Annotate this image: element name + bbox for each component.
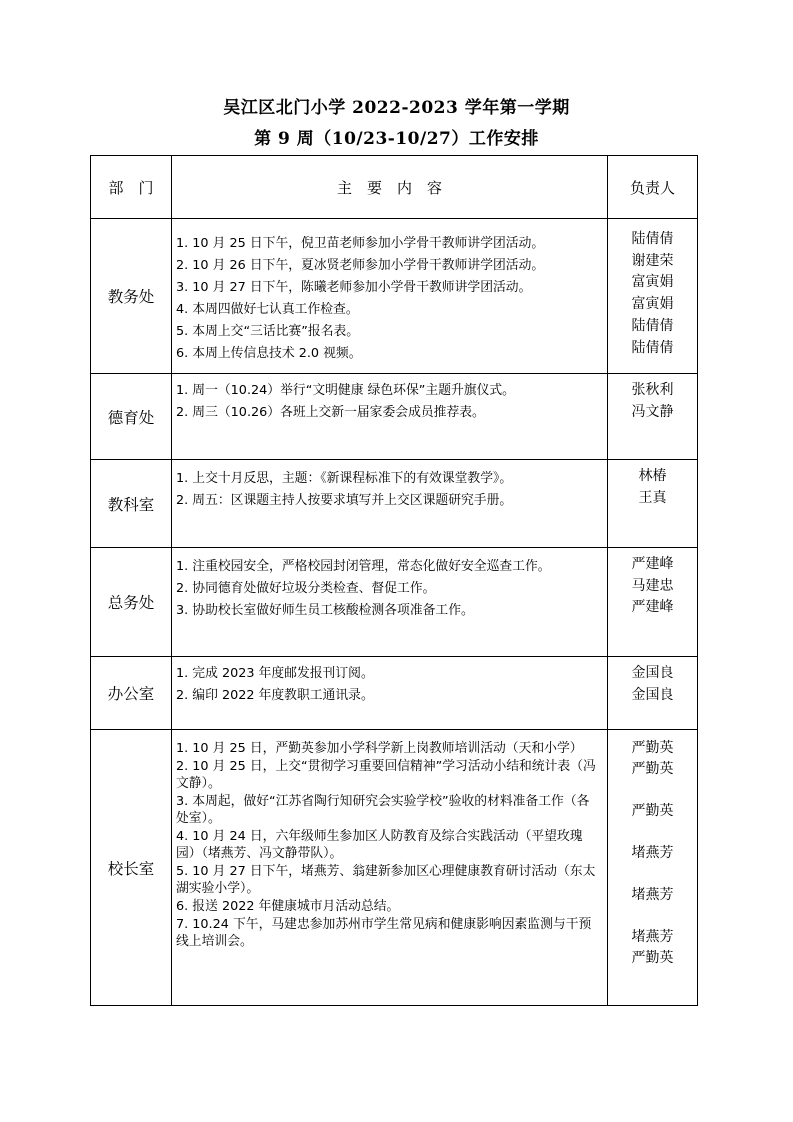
task-item: 1. 周一（10.24）举行“文明健康 绿色环保”主题升旗仪式。: [176, 383, 515, 398]
task-item: 5. 本周上交“三话比赛”报名表。: [176, 324, 360, 339]
person-name: 陆倩倩: [631, 317, 674, 334]
person-name: 陆倩倩: [631, 339, 674, 356]
task-item: 4. 10 月 24 日，六年级师生参加区人防教育及综合实践活动（平望玫瑰园）（堵燕芳、冯文静带队）。: [176, 829, 583, 861]
person-cell: [608, 730, 698, 1006]
person-name: 陆倩倩: [631, 231, 674, 247]
person-name: 堵燕芳: [631, 887, 674, 903]
table-row-deyu: [91, 374, 698, 460]
task-item: 1. 注重校园安全，严格校园封闭管理，常态化做好安全巡查工作。: [176, 559, 551, 574]
task-item: 4. 本周四做好七认真工作检查。: [176, 302, 359, 317]
tasks-cell: [172, 460, 608, 548]
person-cell: [608, 657, 698, 730]
table-row-zongwu: [91, 548, 698, 657]
person-name: 严建峰: [631, 556, 674, 572]
person-name: 林椿: [638, 468, 667, 484]
table-row-jiaowu: [91, 219, 698, 374]
task-item: 2. 编印 2022 年度教职工通讯录。: [176, 688, 374, 703]
tasks-cell: [172, 657, 608, 730]
dept-cell: 校长室: [91, 730, 172, 1006]
person-name: 马建忠: [631, 577, 674, 594]
person-cell: [608, 219, 698, 374]
person-cell: [608, 548, 698, 657]
task-item: 6. 报送 2022 年健康城市月活动总结。: [176, 899, 400, 914]
person-name: 堵燕芳: [631, 845, 674, 861]
dept-cell: 教务处: [91, 219, 172, 374]
person-name: 冯文静: [631, 403, 674, 420]
tasks-cell: [172, 548, 608, 657]
person-name: 王真: [638, 489, 667, 506]
task-item: 1. 完成 2023 年度邮发报刊订阅。: [176, 666, 374, 681]
person-name: 严建峰: [631, 599, 674, 616]
person-name: 严勤英: [631, 803, 674, 819]
tasks-cell: [172, 730, 608, 1006]
task-item: 2. 10 月 26 日下午，夏冰贤老师参加小学骨干教师讲学团活动。: [176, 258, 545, 273]
table-header-row: [91, 156, 698, 219]
task-item: 2. 协同德育处做好垃圾分类检查、督促工作。: [176, 581, 436, 596]
person-name: 严勤英: [631, 950, 674, 966]
task-item: 7. 10.24 下午，马建忠参加苏州市学生常见病和健康影响因素监测与干预线上培训会。: [176, 917, 592, 949]
task-item: 1. 10 月 25 日下午，倪卫苗老师参加小学骨干教师讲学团活动。: [176, 236, 545, 251]
dept-cell: 教科室: [91, 460, 172, 548]
dept-cell: 总务处: [91, 548, 172, 657]
person-name: 张秋利: [631, 382, 674, 398]
dept-cell: 办公室: [91, 657, 172, 730]
person-name: 富寅娟: [631, 296, 674, 313]
person-cell: [608, 374, 698, 460]
task-item: 1. 上交十月反思，主题：《新课程标准下的有效课堂教学》。: [176, 471, 513, 486]
table-row-xiaozhang: [91, 730, 698, 1006]
person-name: [608, 908, 697, 929]
person-name: 金国良: [631, 686, 674, 703]
task-item: 2. 10 月 25 日，上交“贯彻学习重要回信精神”学习活动小结和统计表（冯文静）。: [176, 759, 596, 791]
document-subtitle: 第 9 周（10/23-10/27）工作安排: [254, 129, 539, 149]
person-name: 谢建荣: [631, 252, 674, 269]
header-person: 负责人: [608, 156, 698, 219]
person-name: [608, 824, 697, 845]
person-name: 严勤英: [631, 740, 674, 756]
table-row-jiaoke: [91, 460, 698, 548]
person-name: 堵燕芳: [631, 929, 674, 945]
person-name: 富寅娟: [631, 274, 674, 291]
header-dept: 部 门: [91, 156, 172, 219]
task-item: 2. 周五：区课题主持人按要求填写并上交区课题研究手册。: [176, 493, 513, 508]
task-item: 3. 本周起，做好“江苏省陶行知研究会实验学校”验收的材料准备工作（各处室）。: [176, 794, 590, 826]
task-item: 1. 10 月 25 日，严勤英参加小学科学新上岗教师培训活动（天和小学）: [176, 741, 583, 756]
person-cell: [608, 460, 698, 548]
person-name: [608, 782, 697, 803]
task-item: 2. 周三（10.26）各班上交新一届家委会成员推荐表。: [176, 405, 485, 420]
header-content: 主 要 内 容: [172, 156, 608, 219]
person-name: [608, 866, 697, 887]
table-row-bangong: [91, 657, 698, 730]
task-item: 3. 协助校长室做好师生员工核酸检测各项准备工作。: [176, 603, 474, 618]
task-item: 3. 10 月 27 日下午，陈曦老师参加小学骨干教师讲学团活动。: [176, 280, 532, 295]
person-name: 严勤英: [631, 761, 674, 777]
tasks-cell: [172, 374, 608, 460]
work-schedule-table: [90, 155, 698, 1006]
task-item: 5. 10 月 27 日下午，堵燕芳、翁建新参加区心理健康教育研讨活动（东太湖实验小学）。: [176, 864, 596, 896]
tasks-cell: [172, 219, 608, 374]
dept-cell: 德育处: [91, 374, 172, 460]
task-item: 6. 本周上传信息技术 2.0 视频。: [176, 346, 362, 361]
document-title: 吴江区北门小学 2022-2023 学年第一学期: [223, 98, 570, 118]
person-name: 金国良: [631, 665, 674, 681]
